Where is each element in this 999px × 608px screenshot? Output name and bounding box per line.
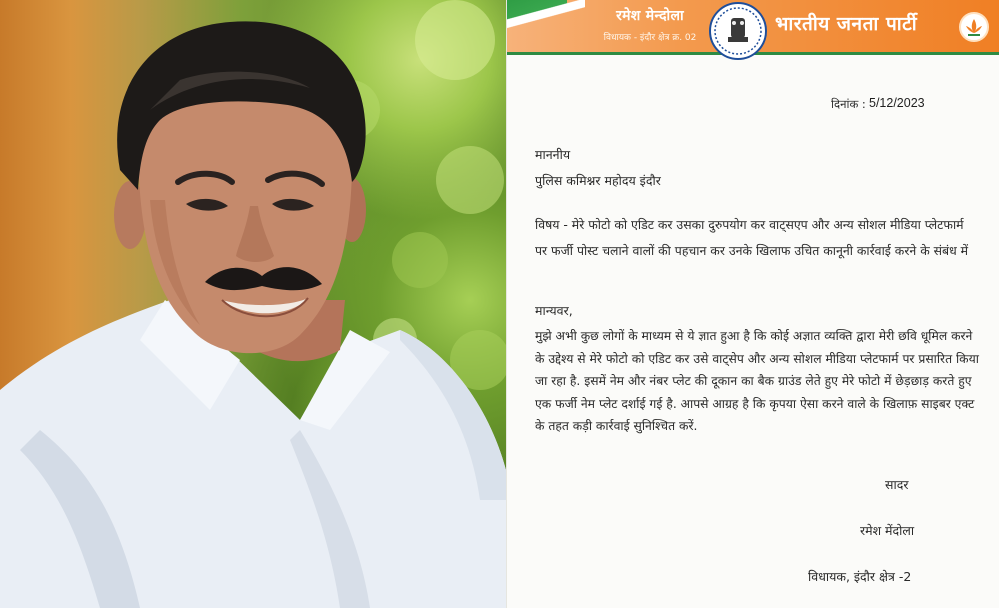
recipient-address: पुलिस कमिश्नर महोदय इंदौर bbox=[535, 173, 661, 188]
letter-body: मुझे अभी कुछ लोगों के माध्यम से ये ज्ञात हुआ है कि कोई अज्ञात व्यक्ति द्वारा मेरी छवि धूमिल करने के उद्देश्य से मेरे फोटो को एडिट कर उसे वाट्सेप और अन्य सोशल मीडिया प्लेटफार्म पर प्रसारित किया जा रहा है. इसमें नेम और नंबर प्लेट की दूकान का बैक ग्राउंड लेते हुए मेरे फोटो में छेड़छाड़ करते हुए एक फर्जी नेम प्लेट दर्शाई गई है. आपसे आग्रह है कि कृपया ऐसा करने वाले के खिलाफ़ साइबर एक्ट के तहत कड़ी कार्रवाई सुनिश्चित करें. bbox=[535, 329, 979, 434]
date-value: 5/12/2023 bbox=[869, 96, 925, 110]
recipient-salutation: माननीय bbox=[535, 147, 571, 162]
letter-salutation: मान्यवर, bbox=[535, 303, 573, 318]
letter-closing: सादर bbox=[885, 477, 909, 492]
bjp-lotus-logo-icon bbox=[959, 12, 989, 42]
complaint-letter bbox=[506, 0, 999, 608]
ashoka-emblem-icon bbox=[709, 2, 767, 60]
date-label: दिनांक : bbox=[831, 97, 866, 111]
letterhead-white-accent bbox=[507, 0, 585, 52]
letter-subject: विषय - मेरे फोटो को एडिट कर उसका दुरुपयोग कर वाट्सएप और अन्य सोशल मीडिया प्लेटफार्म पर फर्जी पोस्ट चलाने वालों की पहचान कर उनके खिलाफ उचित कानूनी कार्रवाई करने के संबंध में bbox=[535, 217, 969, 258]
signature-designation: विधायक, इंदौर क्षेत्र -2 bbox=[808, 569, 912, 584]
letterhead-party-name: भारतीय जनता पार्टी bbox=[775, 13, 918, 35]
letterhead bbox=[507, 0, 999, 58]
letterhead-name: रमेश मेन्दोला bbox=[616, 8, 684, 24]
letterhead-designation: विधायक - इंदौर क्षेत्र क्र. 02 bbox=[603, 33, 697, 43]
signature-name: रमेश मेंदोला bbox=[860, 523, 915, 538]
